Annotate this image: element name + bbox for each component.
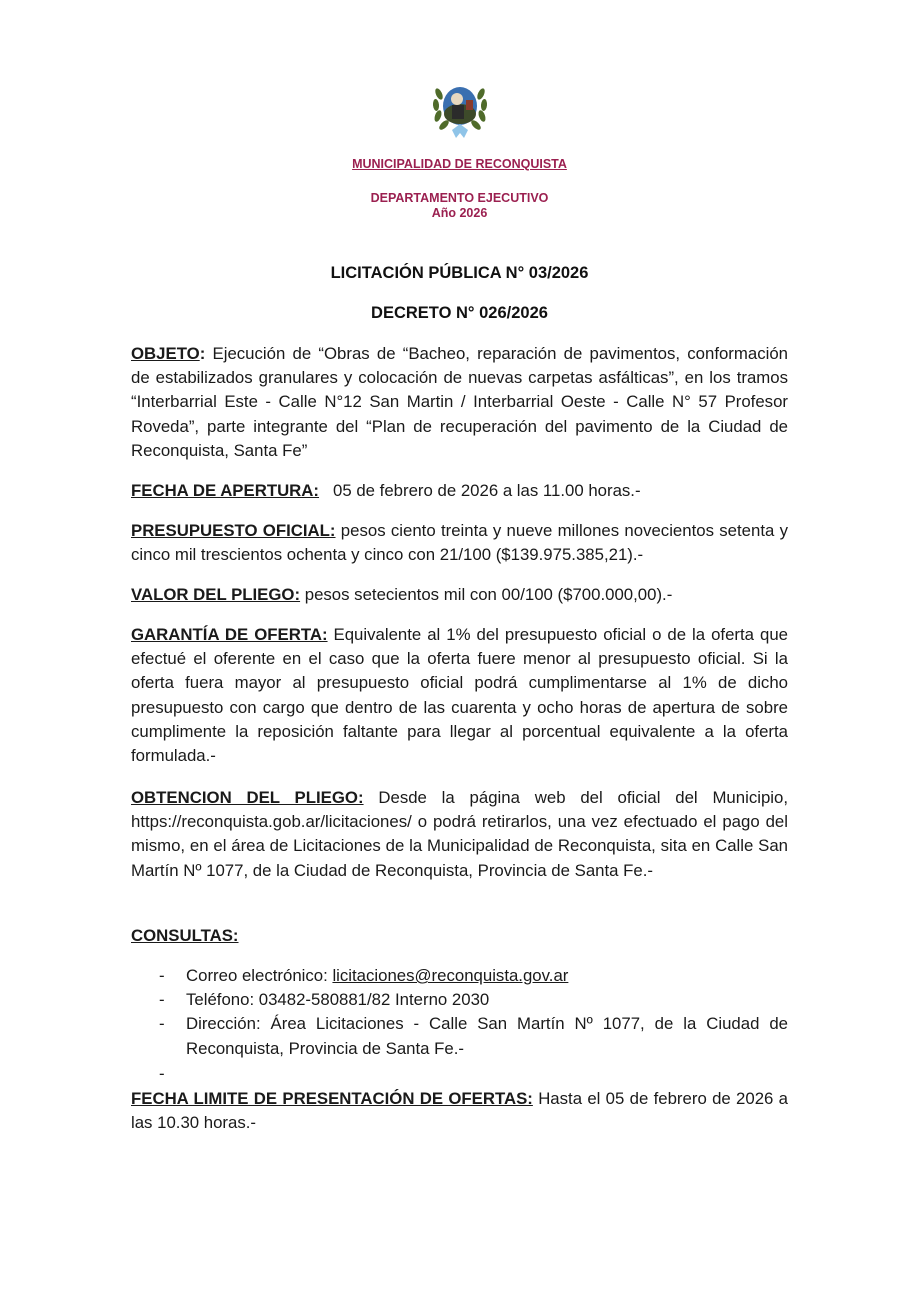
consultas-label: CONSULTAS: <box>131 926 239 945</box>
list-item-email <box>131 964 788 988</box>
bullet-dash: - <box>159 990 165 1010</box>
garantia-text: Equivalente al 1% del presupuesto oficial o de la oferta que efectué el oferente en el caso que la oferta fuere menor al presupuesto oficial. Si la oferta fuera mayor al presupuesto oficial podrá cumplimentarse al 1% de dicho presupuesto con cargo que dentro de las cuarenta y ocho horas de apertura de sobre cumplimente la reposición faltante para llegar al porcentual equivalente a la oferta formulada.- <box>131 625 788 766</box>
telefono-text: Teléfono: 03482-580881/82 Interno 2030 <box>186 990 490 1010</box>
objeto-colon: : <box>199 344 206 363</box>
presupuesto-label: PRESUPUESTO OFICIAL: <box>131 521 336 540</box>
section-objeto <box>131 342 788 463</box>
fecha-limite-label: FECHA LIMITE DE PRESENTACIÓN DE OFERTAS: <box>131 1089 533 1108</box>
email-label: Correo electrónico: <box>186 966 333 985</box>
fecha-limite-text: Hasta el 05 de febrero de 2026 a las 10.30 horas.- <box>131 1089 788 1133</box>
section-fecha-apertura <box>131 479 788 503</box>
municipality-name: MUNICIPALIDAD DE RECONQUISTA <box>352 157 567 171</box>
municipal-seal-icon <box>430 78 490 142</box>
consultas-list <box>131 964 788 1061</box>
department-name: DEPARTAMENTO EJECUTIVO <box>370 191 549 205</box>
email-link[interactable]: licitaciones@reconquista.gov.ar <box>332 966 569 985</box>
section-fecha-limite <box>131 1087 788 1135</box>
header-year: Año 2026 <box>431 206 488 220</box>
bullet-dash: - <box>159 1014 165 1034</box>
decreto-title: DECRETO N° 026/2026 <box>371 304 548 322</box>
section-valor-pliego <box>131 583 788 607</box>
section-garantia <box>131 623 788 768</box>
section-obtencion <box>131 786 788 883</box>
direccion-text: Dirección: Área Licitaciones - Calle San Martín Nº 1077, de la Ciudad de Reconquista, Provincia de Santa Fe.- <box>186 1014 788 1058</box>
empty-bullet-dash: - <box>159 1064 165 1083</box>
section-consultas <box>131 924 788 948</box>
fecha-apertura-label: FECHA DE APERTURA: <box>131 481 320 500</box>
garantia-label: GARANTÍA DE OFERTA: <box>131 625 328 644</box>
valor-pliego-text: pesos setecientos mil con 00/100 ($700.000,00).- <box>300 585 673 604</box>
licitacion-title: LICITACIÓN PÚBLICA N° 03/2026 <box>330 264 589 282</box>
obtencion-text: Desde la página web del oficial del Municipio, https://reconquista.gob.ar/licitaciones/ o podrá retirarlos, una vez efectuado el pago del mismo, en el área de Licitaciones de la Municipalidad de Reconquista, sita en Calle San Martín Nº 1077, de la Ciudad de Reconquista, Provincia de Santa Fe.- <box>131 788 788 880</box>
valor-pliego-label: VALOR DEL PLIEGO: <box>131 585 301 604</box>
list-item-telefono <box>131 988 788 1012</box>
objeto-text: Ejecución de “Obras de “Bacheo, reparación de pavimentos, conformación de estabilizados granulares y colocación de nuevas carpetas asfálticas”, en los tramos “Interbarrial Este - Calle N°12 San Martin / Interbarrial Oeste - Calle N° 57 Profesor Roveda”, parte integrante del “Plan de recuperación del pavimento de la Ciudad de Reconquista, Santa Fe” <box>131 344 788 460</box>
fecha-apertura-text: 05 de febrero de 2026 a las 11.00 horas.- <box>319 481 641 500</box>
obtencion-label: OBTENCION DEL PLIEGO: <box>131 788 364 807</box>
list-item-direccion <box>131 1012 788 1060</box>
objeto-label: OBJETO <box>131 344 200 363</box>
bullet-dash: - <box>159 966 165 985</box>
presupuesto-text: pesos ciento treinta y nueve millones novecientos setenta y cinco mil trescientos ochenta y cinco con 21/100 ($139.975.385,21).- <box>131 521 788 565</box>
section-presupuesto <box>131 519 788 567</box>
